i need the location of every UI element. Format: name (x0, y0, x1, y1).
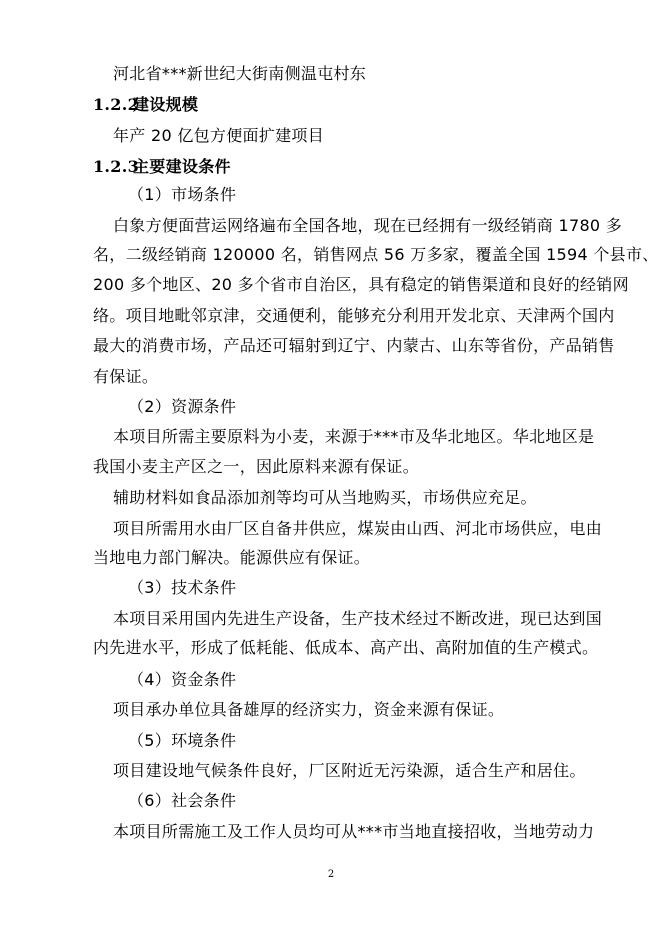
paragraph-line: 200 多个地区、20 多个省市自治区，具有稳定的销售渠道和良好的经销网 (93, 275, 629, 294)
section-heading-1-2-2 (93, 95, 198, 115)
paragraph-line: 最大的消费市场，产品还可辐射到辽宁、内蒙古、山东等省份，产品销售 (93, 336, 615, 355)
section-title: 建设规模 (133, 95, 199, 114)
paragraph-line: 白象方便面营运网络遍布全国各地，现在已经拥有一级经销商 1780 多 (113, 216, 623, 235)
paragraph-line: 名，二级经销商 120000 名，销售网点 56 万多家，覆盖全国 1594 个县市、 (93, 245, 659, 264)
paragraph-line: 年产 20 亿包方便面扩建项目 (113, 126, 325, 145)
subsection-funding: （4）资金条件 (128, 670, 237, 689)
paragraph-line: 项目承办单位具备雄厚的经济实力，资金来源有保证。 (113, 700, 505, 719)
paragraph-line: 本项目所需施工及工作人员均可从***市当地直接招收，当地劳动力 (113, 822, 595, 841)
paragraph-line: 内先进水平，形成了低耗能、低成本、高产出、高附加值的生产模式。 (93, 638, 599, 657)
section-number: 1.2.3 (93, 157, 140, 176)
address-line: 河北省***新世纪大街南侧温屯村东 (113, 64, 367, 83)
paragraph-line: 项目所需用水由厂区自备井供应，煤炭由山西、河北市场供应，电由 (113, 519, 603, 538)
section-heading-1-2-3 (93, 157, 231, 177)
subsection-resources: （2）资源条件 (128, 397, 237, 416)
paragraph-line: 辅助材料如食品添加剂等均可从当地购买，市场供应充足。 (113, 488, 537, 507)
subsection-market: （1）市场条件 (128, 185, 237, 204)
paragraph-line: 本项目所需主要原料为小麦，来源于***市及华北地区。华北地区是 (113, 427, 595, 446)
subsection-technology: （3）技术条件 (128, 578, 237, 597)
paragraph-line: 有保证。 (93, 367, 159, 386)
paragraph-line: 我国小麦主产区之一，因此原料来源有保证。 (93, 457, 420, 476)
section-number: 1.2.2 (93, 95, 140, 114)
subsection-environment: （5）环境条件 (128, 731, 237, 750)
paragraph-line: 当地电力部门解决。能源供应有保证。 (93, 548, 371, 567)
page-number: 2 (327, 869, 335, 880)
paragraph-line: 络。项目地毗邻京津，交通便利，能够充分利用开发北京、天津两个国内 (93, 306, 615, 325)
subsection-social: （6）社会条件 (128, 791, 237, 810)
paragraph-line: 本项目采用国内先进生产设备，生产技术经过不断改进，现已达到国 (113, 609, 603, 628)
section-title: 主要建设条件 (133, 157, 231, 176)
paragraph-line: 项目建设地气候条件良好，厂区附近无污染源，适合生产和居住。 (113, 761, 586, 780)
